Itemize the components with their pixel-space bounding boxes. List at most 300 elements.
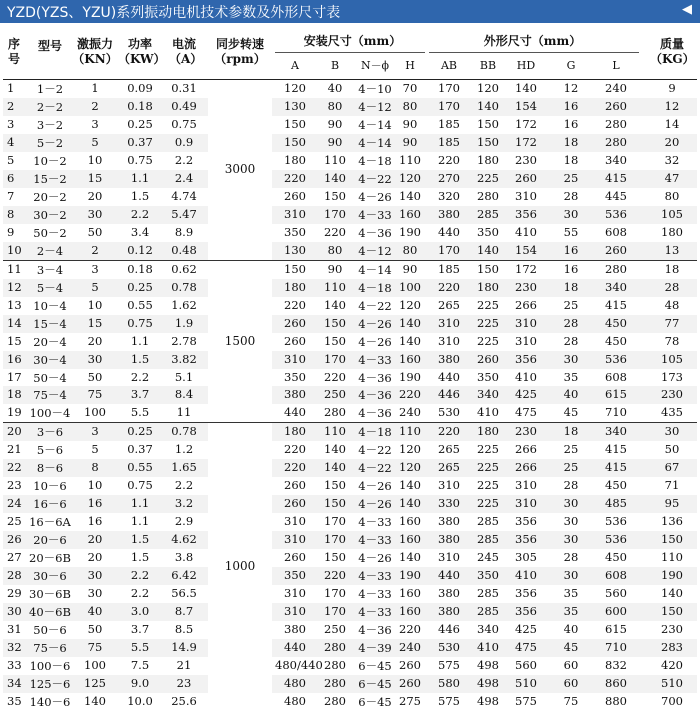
cell: 8 (91, 460, 99, 475)
cell: 16－6A (29, 515, 71, 530)
cell: 5 (7, 152, 15, 167)
cell: 55 (563, 224, 579, 239)
rpm-cell: 1000 (208, 423, 272, 711)
cell: 32 (7, 640, 22, 655)
cell: 28 (563, 315, 579, 330)
cell: 110 (324, 279, 346, 294)
cell: 3－2 (36, 117, 64, 132)
cell: 285 (477, 532, 499, 547)
header-force: 激振力（KN） (72, 37, 118, 66)
cell: 860 (605, 675, 627, 690)
cell: 260 (605, 98, 627, 113)
cell: 140 (515, 81, 537, 95)
header-sub-1: B (330, 59, 340, 72)
cell: 14 (7, 315, 22, 330)
cell: 4－26 (358, 479, 392, 494)
cell: 1.1 (130, 496, 150, 511)
cell: 75 (87, 387, 103, 402)
cell: 3 (91, 424, 99, 439)
cell: 615 (605, 387, 627, 402)
cell: 608 (605, 568, 627, 583)
cell: 8 (7, 206, 15, 221)
cell: 21 (7, 442, 22, 457)
cell: 3－6 (36, 425, 64, 440)
cell: 440 (438, 224, 460, 239)
cell: 15－4 (33, 316, 67, 331)
cell: 160 (399, 514, 421, 529)
cell: 350 (284, 224, 306, 239)
cell: 185 (438, 261, 460, 276)
cell: 0.48 (171, 242, 197, 257)
cell: 225 (477, 315, 499, 330)
cell: 140 (399, 478, 421, 493)
cell: 110 (399, 152, 421, 167)
cell: 220 (284, 297, 306, 312)
cell: 78 (664, 333, 680, 348)
table-row (3, 297, 697, 315)
table-row (3, 206, 697, 224)
cell: 2.2 (130, 586, 150, 601)
cell: 536 (605, 206, 627, 221)
cell: 105 (661, 351, 683, 366)
cell: 0.25 (127, 279, 153, 294)
table-body (3, 80, 697, 711)
cell: 4－10 (358, 82, 392, 96)
cell: 480 (284, 693, 306, 708)
cell: 12 (664, 98, 680, 113)
cell: 220 (324, 369, 346, 384)
cell: 3.82 (171, 351, 197, 366)
rpm-cell: 3000 (208, 80, 272, 260)
cell: 310 (284, 604, 306, 619)
cell: 16 (87, 514, 103, 529)
cell: 0.25 (127, 116, 153, 131)
cell: 90 (402, 134, 418, 149)
header-sub-7: G (566, 59, 576, 72)
cell: 5－2 (36, 135, 64, 150)
cell: 190 (399, 369, 421, 384)
cell: 225 (477, 442, 499, 457)
cell: 1.5 (130, 351, 150, 366)
cell: 30 (563, 496, 579, 511)
cell: 20－6 (33, 533, 67, 548)
cell: 280 (605, 116, 627, 131)
cell: 12 (7, 279, 22, 294)
table-row (3, 567, 697, 585)
cell: 4－36 (358, 388, 392, 403)
cell: 280 (324, 675, 346, 690)
cell: 110 (399, 424, 421, 439)
cell: 446 (438, 622, 460, 637)
cell: 710 (605, 640, 627, 655)
cell: 100 (84, 658, 106, 672)
cell: 225 (477, 496, 499, 511)
cell: 180 (284, 279, 306, 294)
cell: 285 (477, 514, 499, 529)
cell: 340 (605, 152, 627, 167)
cell: 380 (438, 586, 460, 601)
cell: 30－4 (33, 352, 67, 367)
table-row (3, 279, 697, 297)
cell: 498 (477, 693, 499, 708)
table-row (3, 386, 697, 404)
cell: 310 (438, 333, 460, 348)
cell: 340 (605, 424, 627, 439)
cell: 75 (563, 693, 579, 708)
spec-table (3, 30, 697, 711)
cell: 440 (284, 405, 306, 420)
cell: 125－6 (29, 676, 71, 691)
cell: 40 (563, 622, 579, 637)
cell: 60 (563, 658, 579, 672)
cell: 0.37 (127, 134, 153, 149)
cell: 530 (438, 640, 460, 655)
cell: 220 (438, 424, 460, 439)
cell: 120 (399, 442, 421, 457)
cell: 50 (87, 224, 103, 239)
cell: 1.1 (130, 170, 150, 185)
cell: 220 (324, 224, 346, 239)
cell: 18 (563, 424, 579, 439)
table-row (3, 116, 697, 134)
cell: 50－4 (33, 370, 67, 385)
cell: 0.78 (171, 279, 197, 294)
cell: 710 (605, 405, 627, 420)
header-power: 功率（KW） (118, 37, 166, 66)
cell: 29 (7, 586, 22, 601)
table-row (3, 98, 697, 116)
cell: 260 (284, 315, 306, 330)
cell: 340 (605, 279, 627, 294)
cell: 480 (284, 675, 306, 690)
cell: 50 (87, 369, 103, 384)
cell: 4－22 (358, 443, 392, 458)
cell: 18 (563, 279, 579, 294)
cell: 180 (661, 224, 683, 239)
cell: 30－2 (33, 207, 67, 222)
cell: 245 (477, 550, 499, 565)
header-install: 安装尺寸（mm） (303, 34, 402, 48)
cell: 150 (477, 116, 499, 131)
cell: 4－14 (358, 117, 392, 132)
cell: 2 (91, 242, 99, 257)
cell: 225 (477, 478, 499, 493)
table-row (3, 423, 697, 441)
cell: 8.4 (174, 387, 194, 402)
cell: 0.18 (127, 261, 153, 276)
cell: 0.31 (171, 81, 197, 95)
cell: 10 (87, 478, 103, 493)
cell: 410 (477, 640, 499, 655)
cell: 4－36 (358, 623, 392, 638)
header-sub-6: HD (516, 59, 536, 72)
cell: 120 (399, 297, 421, 312)
cell: 28 (563, 188, 579, 203)
cell: 180 (284, 152, 306, 167)
cell: 150 (324, 478, 346, 493)
table-row (3, 315, 697, 333)
cell: 275 (399, 693, 421, 708)
table-row (3, 585, 697, 603)
cell: 305 (515, 550, 537, 565)
cell: 11 (7, 261, 22, 276)
cell: 28 (563, 478, 579, 493)
header-rpm: 同步转速（rpm） (214, 37, 266, 66)
cell: 25 (563, 297, 579, 312)
cell: 4－33 (358, 207, 392, 222)
cell: 8.9 (174, 224, 194, 239)
cell: 30 (87, 568, 103, 583)
cell: 425 (515, 387, 537, 402)
cell: 25 (563, 460, 579, 475)
cell: 28 (563, 550, 579, 565)
cell: 4－22 (358, 171, 392, 186)
cell: 480/440 (275, 658, 323, 672)
cell: 30－6B (29, 587, 71, 602)
cell: 6 (7, 170, 15, 185)
cell: 18 (563, 152, 579, 167)
cell: 220 (284, 460, 306, 475)
cell: 190 (399, 224, 421, 239)
cell: 4.62 (171, 532, 197, 547)
cell: 20 (7, 424, 22, 439)
header-current: 电流（A） (169, 37, 203, 66)
cell: 140 (324, 297, 346, 312)
cell: 6－45 (358, 676, 392, 691)
cell: 380 (284, 387, 306, 402)
cell: 5 (91, 442, 99, 457)
cell: 0.78 (171, 424, 197, 439)
cell: 446 (438, 387, 460, 402)
cell: 150 (324, 333, 346, 348)
cell: 450 (605, 333, 627, 348)
cell: 170 (324, 514, 346, 529)
cell: 250 (324, 622, 346, 637)
cell: 30 (563, 568, 579, 583)
table-row (3, 80, 697, 98)
cell: 1.5 (130, 550, 150, 565)
cell: 1.1 (130, 333, 150, 348)
cell: 100 (84, 405, 106, 420)
cell: 6－45 (358, 659, 392, 673)
cell: 50 (87, 622, 103, 637)
table-row (3, 333, 697, 351)
cell: 425 (515, 622, 537, 637)
cell: 35 (563, 586, 579, 601)
cell: 180 (477, 152, 499, 167)
cell: 67 (664, 460, 680, 475)
cell: 80 (402, 242, 418, 257)
cell: 4－33 (358, 569, 392, 584)
cell: 4－22 (358, 298, 392, 313)
cell: 10－6 (33, 479, 67, 494)
cell: 25 (563, 170, 579, 185)
cell: 1.1 (130, 514, 150, 529)
cell: 260 (515, 170, 537, 185)
cell: 832 (605, 658, 627, 672)
cell: 48 (664, 297, 680, 312)
cell: 265 (438, 442, 460, 457)
cell: 8－6 (36, 461, 64, 476)
cell: 536 (605, 532, 627, 547)
cell: 498 (477, 658, 499, 672)
cell: 130 (284, 242, 306, 257)
cell: 3.8 (174, 550, 194, 565)
cell: 110 (324, 424, 346, 439)
cell: 9.0 (130, 675, 150, 690)
cell: 4－22 (358, 461, 392, 476)
cell: 13 (7, 297, 22, 312)
cell: 356 (515, 532, 537, 547)
cell: 0.75 (127, 315, 153, 330)
cell: 140 (399, 315, 421, 330)
cell: 450 (605, 315, 627, 330)
cell: 230 (661, 387, 683, 402)
cell: 5－6 (36, 443, 64, 458)
cell: 90 (327, 134, 343, 149)
cell: 0.55 (127, 297, 153, 312)
header-weight: 质量（KG） (650, 37, 695, 66)
cell: 140 (477, 242, 499, 257)
cell: 17 (7, 369, 22, 384)
cell: 5－4 (36, 280, 64, 295)
cell: 4－33 (358, 587, 392, 602)
cell: 240 (399, 405, 421, 420)
cell: 450 (605, 550, 627, 565)
cell: 280 (605, 134, 627, 149)
cell: 285 (477, 586, 499, 601)
cell: 90 (327, 261, 343, 276)
cell: 28 (664, 279, 680, 294)
cell: 9 (7, 224, 15, 239)
cell: 16－6 (33, 497, 67, 512)
cell: 1.2 (174, 442, 194, 457)
cell: 0.12 (127, 242, 153, 257)
cell: 13 (664, 242, 680, 257)
cell: 30－6 (33, 569, 67, 584)
group-2 (3, 422, 697, 711)
cell: 14 (664, 116, 680, 131)
cell: 1.5 (130, 532, 150, 547)
cell: 20－2 (33, 189, 67, 204)
cell: 40－6B (29, 605, 71, 620)
cell: 110 (324, 152, 346, 167)
cell: 10 (87, 152, 103, 167)
cell: 220 (324, 568, 346, 583)
cell: 140 (399, 333, 421, 348)
cell: 20－6B (29, 551, 71, 566)
cell: 160 (399, 351, 421, 366)
table-row (3, 675, 697, 693)
cell: 30 (87, 351, 103, 366)
cell: 10－4 (33, 298, 67, 313)
cell: 0.9 (174, 134, 194, 149)
cell: 150 (284, 134, 306, 149)
cell: 16 (87, 496, 103, 511)
cell: 172 (515, 134, 537, 149)
cell: 2.2 (130, 568, 150, 583)
cell: 4－18 (358, 425, 392, 440)
cell: 260 (477, 351, 499, 366)
cell: 5.1 (174, 369, 194, 384)
cell: 30 (87, 586, 103, 601)
cell: 420 (661, 658, 683, 672)
cell: 170 (324, 586, 346, 601)
cell: 1.9 (174, 315, 194, 330)
cell: 283 (661, 640, 683, 655)
cell: 410 (477, 405, 499, 420)
cell: 185 (438, 134, 460, 149)
back-arrow-icon[interactable]: ◀ (682, 2, 692, 17)
cell: 190 (399, 568, 421, 583)
cell: 0.25 (127, 424, 153, 439)
cell: 220 (438, 152, 460, 167)
cell: 140 (399, 550, 421, 565)
cell: 47 (664, 170, 680, 185)
cell: 4－12 (358, 99, 392, 114)
cell: 220 (399, 387, 421, 402)
cell: 440 (438, 369, 460, 384)
title-bar (0, 0, 700, 23)
cell: 26 (7, 532, 22, 547)
cell: 28 (563, 333, 579, 348)
cell: 4 (7, 134, 15, 149)
cell: 608 (605, 224, 627, 239)
cell: 280 (324, 640, 346, 655)
cell: 266 (515, 297, 537, 312)
cell: 173 (661, 369, 683, 384)
cell: 1.65 (171, 460, 197, 475)
cell: 80 (327, 98, 343, 113)
cell: 415 (605, 297, 627, 312)
cell: 170 (324, 351, 346, 366)
cell: 30 (87, 206, 103, 221)
table-row (3, 477, 697, 495)
cell: 20 (87, 188, 103, 203)
table-row (3, 152, 697, 170)
cell: 410 (515, 369, 537, 384)
cell: 180 (477, 424, 499, 439)
cell: 90 (402, 261, 418, 276)
cell: 5.5 (130, 405, 150, 420)
cell: 30 (563, 351, 579, 366)
cell: 310 (515, 478, 537, 493)
cell: 350 (284, 568, 306, 583)
cell: 560 (515, 658, 537, 672)
cell: 608 (605, 369, 627, 384)
cell: 380 (438, 532, 460, 547)
cell: 4－18 (358, 153, 392, 168)
cell: 356 (515, 604, 537, 619)
cell: 1.5 (130, 188, 150, 203)
cell: 230 (515, 279, 537, 294)
cell: 170 (438, 242, 460, 257)
cell: 280 (324, 405, 346, 420)
cell: 498 (477, 675, 499, 690)
cell: 10 (87, 297, 103, 312)
cell: 356 (515, 586, 537, 601)
cell: 28 (7, 568, 22, 583)
group-1 (3, 260, 697, 423)
cell: 120 (477, 81, 499, 95)
cell: 16 (563, 116, 579, 131)
cell: 140 (661, 586, 683, 601)
cell: 260 (284, 478, 306, 493)
cell: 2.2 (174, 152, 194, 167)
cell: 71 (664, 478, 680, 493)
cell: 0.75 (127, 478, 153, 493)
cell: 3 (7, 116, 15, 131)
